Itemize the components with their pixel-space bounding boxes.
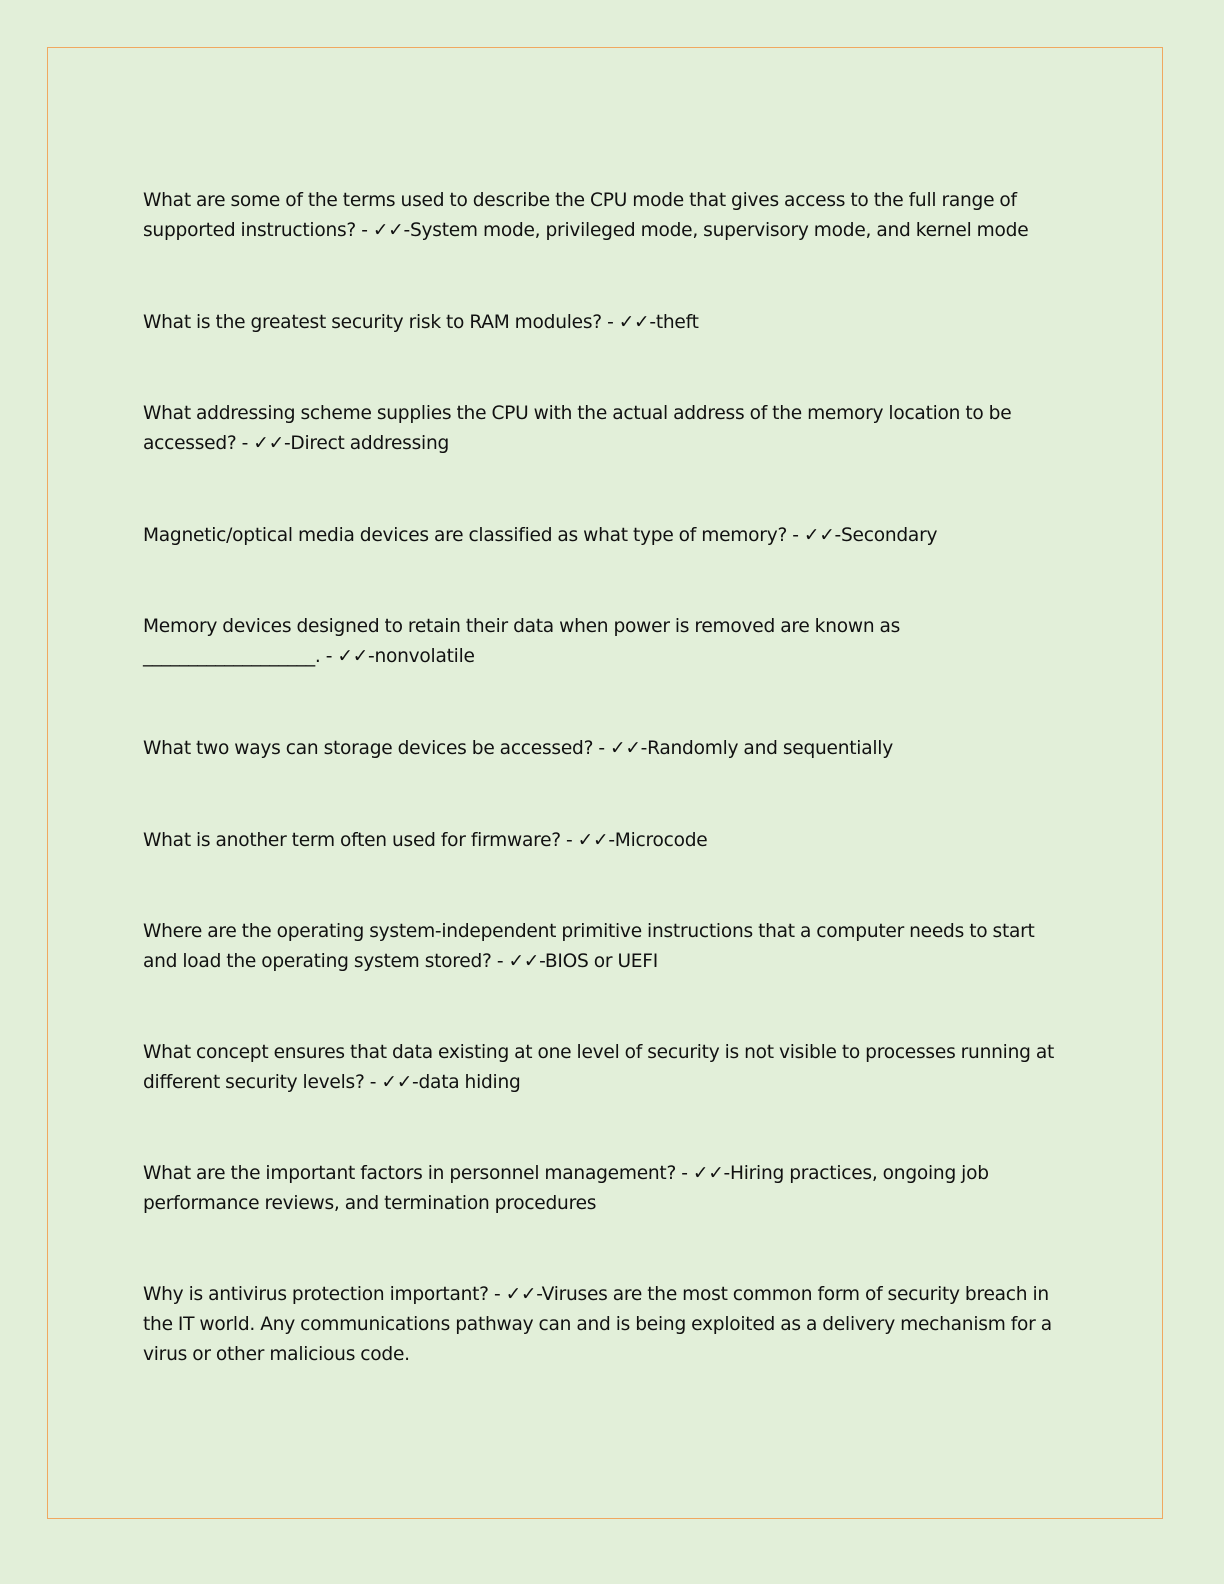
separator: -: [787, 525, 804, 546]
separator: -: [488, 1284, 506, 1305]
answer-text: -data hiding: [412, 1072, 521, 1093]
qa-entry-5: [143, 612, 1073, 672]
answer-text: -Hiring practices, ongoing job performance reviews, and termination procedures: [143, 1163, 989, 1214]
separator: -: [236, 433, 254, 454]
answer-text: -nonvolatile: [368, 646, 475, 667]
question-text: Where are the operating system-independent primitive instructions that a computer needs to start and load the operating system stored?: [143, 921, 1035, 972]
separator: -: [356, 220, 373, 241]
answer-text: -Randomly and sequentially: [640, 738, 893, 759]
double-check-icon: ✓✓: [508, 951, 540, 972]
question-text: What are the important factors in personnel management?: [143, 1163, 677, 1184]
question-text: Magnetic/optical media devices are classified as what type of memory?: [143, 525, 788, 546]
answer-text: -theft: [649, 312, 699, 333]
separator: -: [560, 830, 578, 851]
double-check-icon: ✓✓: [692, 1163, 724, 1184]
question-text: What is the greatest security risk to RAM modules?: [143, 312, 602, 333]
qa-entry-2: [143, 308, 1073, 338]
answer-text: -Secondary: [834, 525, 938, 546]
separator: -: [593, 738, 610, 759]
question-text: What concept ensures that data existing at one level of security is not visible to processes running at different security levels?: [143, 1042, 1055, 1093]
answer-text: -System mode, privileged mode, supervisory mode, and kernel mode: [403, 220, 1029, 241]
separator: -: [676, 1163, 693, 1184]
question-text: Memory devices designed to retain their data when power is removed are known as ___________________.: [143, 616, 901, 667]
separator: -: [364, 1072, 382, 1093]
question-text: What two ways can storage devices be accessed?: [143, 738, 594, 759]
separator: -: [601, 312, 619, 333]
double-check-icon: ✓✓: [253, 433, 284, 454]
double-check-icon: ✓✓: [337, 646, 369, 667]
double-check-icon: ✓✓: [505, 1284, 537, 1305]
separator: -: [320, 646, 338, 667]
double-check-icon: ✓✓: [372, 220, 404, 241]
qa-entry-1: [143, 186, 1073, 246]
qa-entry-8: [143, 917, 1073, 977]
question-text: What are some of the terms used to describe the CPU mode that gives access to the full range of supported instructions?: [143, 190, 1017, 241]
qa-entry-9: [143, 1038, 1073, 1098]
answer-text: -BIOS or UEFI: [539, 951, 658, 972]
double-check-icon: ✓✓: [803, 525, 835, 546]
double-check-icon: ✓✓: [577, 830, 609, 851]
question-text: What is another term often used for firmware?: [143, 830, 561, 851]
double-check-icon: ✓✓: [618, 312, 650, 333]
double-check-icon: ✓✓: [609, 738, 641, 759]
qa-entry-7: [143, 826, 1073, 856]
double-check-icon: ✓✓: [381, 1072, 413, 1093]
question-text: Why is antivirus protection important?: [143, 1284, 489, 1305]
separator: -: [491, 951, 509, 972]
qa-entry-10: [143, 1159, 1073, 1219]
qa-entry-6: [143, 734, 1073, 764]
question-text: What addressing scheme supplies the CPU with the actual address of the memory location to be accessed?: [143, 403, 1012, 454]
answer-text: -Direct addressing: [283, 433, 450, 454]
qa-entry-4: [143, 521, 1073, 551]
qa-entry-11: [143, 1280, 1073, 1370]
answer-text: -Microcode: [608, 830, 708, 851]
qa-entry-3: [143, 399, 1073, 459]
answer-text: -Viruses are the most common form of security breach in the IT world. Any communications pathway can and is being exploited as a delivery mechanism for a virus or other malicious code.: [143, 1284, 1052, 1365]
